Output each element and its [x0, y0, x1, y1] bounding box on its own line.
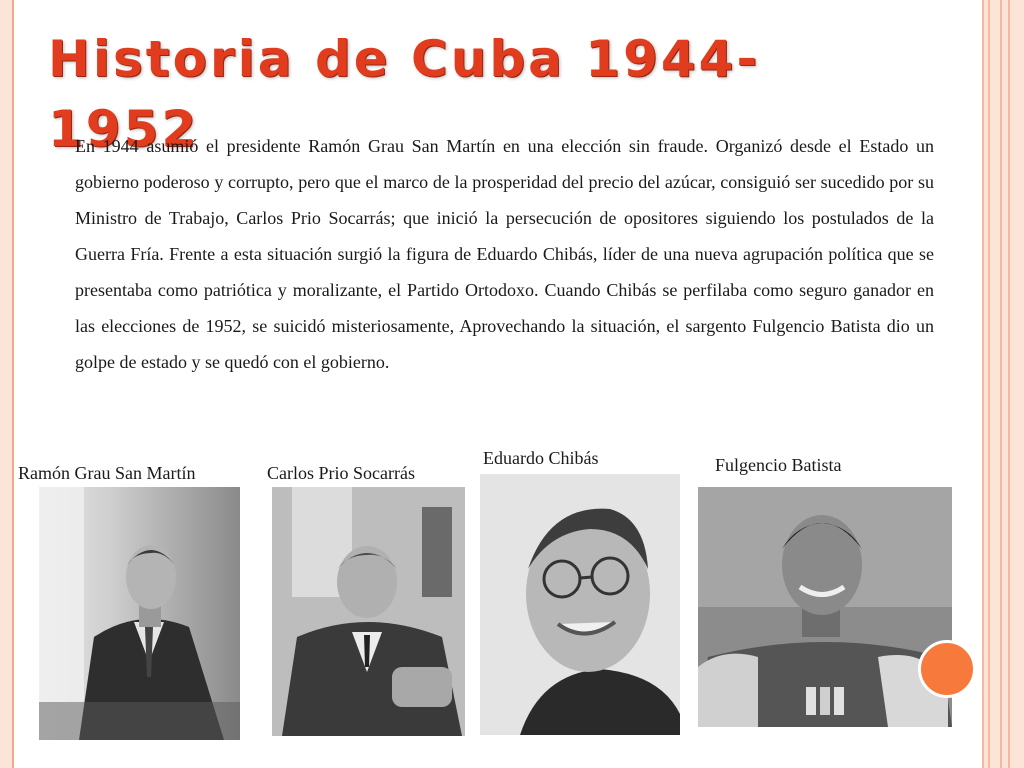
- portrait-grau-photo: [39, 487, 240, 740]
- caption-chibas: Eduardo Chibás: [483, 448, 599, 468]
- caption-prio: Carlos Prio Socarrás: [267, 463, 415, 483]
- slide-paragraph: En 1944 asumió el presidente Ramón Grau San Martín en una elección sin fraude. Organizó desde el Estado un gobierno poderoso y corrupto, pero que el marco de la prosperidad del precio del azúcar, consiguió ser sucedido por su Ministro de Trabajo, Carlos Prio Socarrás; que inició la persecución de opositores siguiendo los postulados de la Guerra Fría. Frente a esta situación surgió la figura de Eduardo Chibás, líder de una nueva agrupación política que se presentaba como patriótica y moralizante, el Partido Ortodoxo. Cuando Chibás se perfilaba como seguro ganador en las elecciones de 1952, se suicidó misteriosamente, Aprovechando la situación, el sargento Fulgencio Batista dio un golpe de estado y se quedó con el gobierno.: [75, 136, 934, 372]
- slide-title: Historia de Cuba 1944-1952: [48, 30, 761, 158]
- left-border-decoration: [0, 0, 14, 768]
- caption-batista: Fulgencio Batista: [715, 455, 842, 475]
- portrait-chibas-photo: [480, 474, 680, 735]
- orange-circle-decoration: [918, 640, 976, 698]
- right-stripe-decoration: [978, 0, 1024, 768]
- portrait-batista-photo: [698, 487, 952, 727]
- caption-grau: Ramón Grau San Martín: [18, 463, 196, 483]
- portrait-prio-photo: [272, 487, 465, 736]
